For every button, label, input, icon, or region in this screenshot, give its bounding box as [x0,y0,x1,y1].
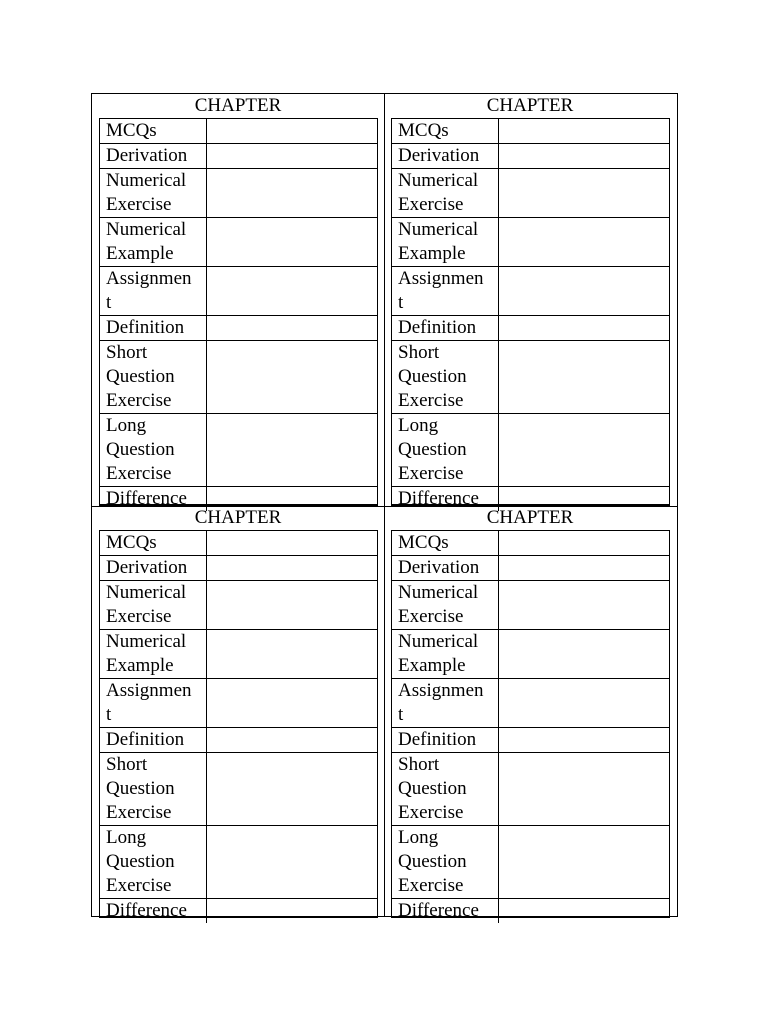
table-row [392,679,669,728]
table-row [392,826,669,899]
row-label: Difference [392,899,499,923]
row-label: Assignmen t [100,679,207,727]
table-row [392,414,669,487]
row-label: Numerical Exercise [392,169,499,217]
row-label: Definition [392,728,499,752]
row-label: MCQs [392,531,499,555]
row-label: Assignmen t [392,679,499,727]
row-label: Short Question Exercise [392,753,499,825]
row-value-cell[interactable] [499,169,669,217]
table-row [100,826,377,899]
table-row [100,753,377,826]
row-value-cell[interactable] [207,899,377,923]
row-label: Difference [100,487,207,511]
row-value-cell[interactable] [207,119,377,143]
table-row [392,630,669,679]
chapter-card [384,506,676,921]
table-row [392,531,669,556]
chapter-table [99,118,378,509]
table-row [392,341,669,414]
table-row [392,556,669,581]
table-row [392,169,669,218]
table-row [100,414,377,487]
row-value-cell[interactable] [499,119,669,143]
chapter-grid [91,93,678,921]
row-value-cell[interactable] [499,826,669,898]
row-value-cell[interactable] [499,218,669,266]
row-label: Assignmen t [392,267,499,315]
table-row [392,119,669,144]
table-row [100,316,377,341]
row-value-cell[interactable] [499,728,669,752]
row-value-cell[interactable] [207,581,377,629]
row-label: Long Question Exercise [100,414,207,486]
row-value-cell[interactable] [207,679,377,727]
table-row [100,899,377,923]
chapter-table [391,530,670,921]
table-row [100,630,377,679]
row-label: Long Question Exercise [100,826,207,898]
chapter-card [92,506,384,921]
chapter-title: CHAPTER [486,507,574,528]
row-label: Derivation [100,144,207,168]
row-value-cell[interactable] [207,144,377,168]
table-row [100,581,377,630]
row-value-cell[interactable] [207,169,377,217]
row-label: Numerical Example [392,218,499,266]
row-value-cell[interactable] [499,753,669,825]
row-value-cell[interactable] [207,728,377,752]
row-label: Difference [392,487,499,511]
row-label: MCQs [100,531,207,555]
table-row [392,899,669,923]
table-row [392,144,669,169]
row-value-cell[interactable] [499,531,669,555]
chapter-table [391,118,670,509]
table-row [392,581,669,630]
row-label: Numerical Example [392,630,499,678]
row-label: MCQs [100,119,207,143]
row-value-cell[interactable] [499,556,669,580]
table-row [100,531,377,556]
row-value-cell[interactable] [207,267,377,315]
table-row [392,316,669,341]
table-row [100,119,377,144]
chapter-title: CHAPTER [194,507,282,528]
table-row [392,267,669,316]
row-label: Long Question Exercise [392,826,499,898]
row-label: Short Question Exercise [100,341,207,413]
table-row [100,267,377,316]
table-row [100,144,377,169]
row-value-cell[interactable] [499,899,669,923]
row-value-cell[interactable] [207,753,377,825]
chapter-card [384,94,676,509]
row-label: Long Question Exercise [392,414,499,486]
row-label: Short Question Exercise [100,753,207,825]
row-value-cell[interactable] [499,414,669,486]
row-value-cell[interactable] [207,414,377,486]
chapter-card [92,94,384,509]
row-value-cell[interactable] [499,316,669,340]
row-label: Numerical Exercise [100,581,207,629]
row-value-cell[interactable] [499,341,669,413]
row-label: Difference [100,899,207,923]
row-label: Definition [100,316,207,340]
row-value-cell[interactable] [207,630,377,678]
row-value-cell[interactable] [207,826,377,898]
row-label: Short Question Exercise [392,341,499,413]
row-label: Derivation [392,556,499,580]
row-value-cell[interactable] [499,679,669,727]
table-row [100,218,377,267]
table-row [392,218,669,267]
table-row [100,679,377,728]
row-value-cell[interactable] [207,218,377,266]
row-label: Derivation [100,556,207,580]
table-row [100,341,377,414]
table-row [392,728,669,753]
row-value-cell[interactable] [499,581,669,629]
chapter-title: CHAPTER [486,95,574,116]
row-label: Assignmen t [100,267,207,315]
row-value-cell[interactable] [499,144,669,168]
chapter-title: CHAPTER [194,95,282,116]
row-label: Definition [100,728,207,752]
row-label: Numerical Example [100,218,207,266]
row-label: MCQs [392,119,499,143]
row-label: Definition [392,316,499,340]
row-value-cell[interactable] [207,531,377,555]
row-value-cell[interactable] [207,316,377,340]
row-label: Numerical Exercise [392,581,499,629]
table-row [392,753,669,826]
table-row [100,728,377,753]
table-row [100,556,377,581]
row-label: Numerical Example [100,630,207,678]
chapter-table [99,530,378,921]
row-value-cell[interactable] [499,630,669,678]
row-label: Derivation [392,144,499,168]
table-row [100,169,377,218]
row-label: Numerical Exercise [100,169,207,217]
row-value-cell[interactable] [499,267,669,315]
row-value-cell[interactable] [207,556,377,580]
row-value-cell[interactable] [207,341,377,413]
